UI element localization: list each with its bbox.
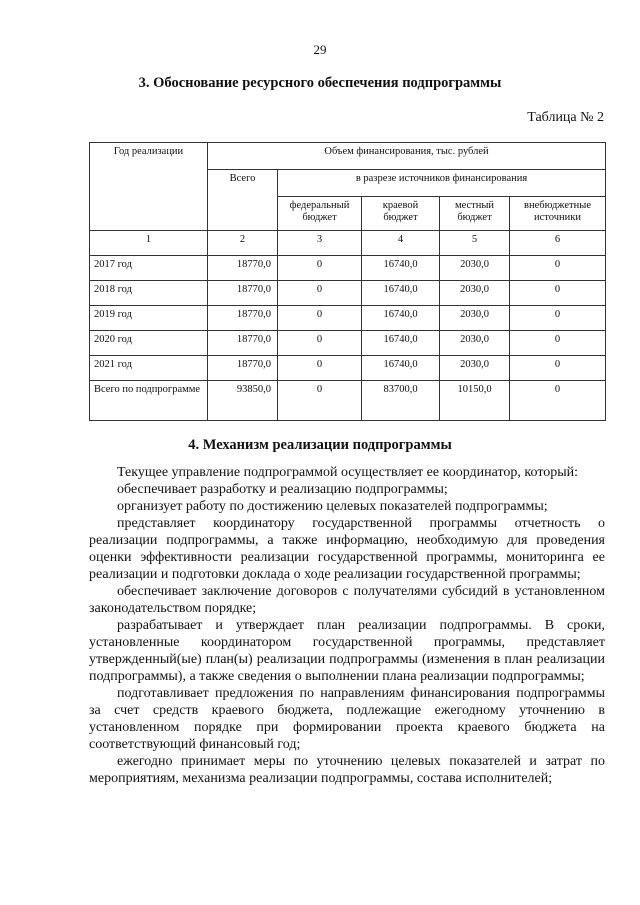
cell-regional: 16740,0 bbox=[362, 256, 440, 281]
cell-local: 10150,0 bbox=[440, 381, 510, 421]
cell-year: 2021 год bbox=[90, 356, 208, 381]
cell-extra: 0 bbox=[510, 381, 606, 421]
header-federal: федеральный бюджет bbox=[278, 197, 362, 231]
section-3-title: 3. Обоснование ресурсного обеспечения подпрограммы bbox=[138, 75, 502, 91]
cell-regional: 16740,0 bbox=[362, 356, 440, 381]
paragraph: ежегодно принимает меры по уточнению целевых показателей и затрат по мероприятиям, механизма реализации подпрограммы, состава исполнителей; bbox=[89, 754, 605, 786]
paragraph: организует работу по достижению целевых показателей подпрограммы; bbox=[117, 499, 548, 514]
cell-local: 2030,0 bbox=[440, 331, 510, 356]
paragraph: разрабатывает и утверждает план реализации подпрограммы. В сроки, установленные координатором государственной программы, представляет утвержденный(ые) план(ы) реализации подпрограммы (изменения в план реализации подпрограммы), а также сведения о выполнении плана реализации подпрограммы; bbox=[89, 618, 605, 684]
cell-year: 2017 год bbox=[90, 256, 208, 281]
header-year: Год реализации bbox=[90, 143, 208, 231]
cell-total: 18770,0 bbox=[208, 256, 278, 281]
cell-regional: 83700,0 bbox=[362, 381, 440, 421]
cell-regional: 16740,0 bbox=[362, 281, 440, 306]
paragraph: обеспечивает разработку и реализацию подпрограммы; bbox=[117, 482, 448, 497]
col-number: 6 bbox=[510, 231, 606, 256]
cell-local: 2030,0 bbox=[440, 281, 510, 306]
header-regional: краевой бюджет bbox=[362, 197, 440, 231]
col-number: 4 bbox=[362, 231, 440, 256]
cell-total: 18770,0 bbox=[208, 281, 278, 306]
cell-federal: 0 bbox=[278, 381, 362, 421]
cell-year: 2019 год bbox=[90, 306, 208, 331]
table-caption: Таблица № 2 bbox=[527, 110, 604, 125]
cell-year: Всего по подпрограмме bbox=[90, 381, 208, 421]
col-number: 1 bbox=[90, 231, 208, 256]
cell-federal: 0 bbox=[278, 356, 362, 381]
cell-federal: 0 bbox=[278, 256, 362, 281]
cell-extra: 0 bbox=[510, 256, 606, 281]
table-row bbox=[90, 306, 606, 331]
cell-year: 2018 год bbox=[90, 281, 208, 306]
table-row bbox=[90, 256, 606, 281]
header-sources: в разрезе источников финансирования bbox=[278, 170, 606, 197]
cell-total: 18770,0 bbox=[208, 331, 278, 356]
cell-total: 18770,0 bbox=[208, 356, 278, 381]
header-local: местный бюджет bbox=[440, 197, 510, 231]
cell-total: 93850,0 bbox=[208, 381, 278, 421]
table-row bbox=[90, 331, 606, 356]
header-volume: Объем финансирования, тыс. рублей bbox=[208, 143, 606, 170]
paragraph: представляет координатору государственной программы отчетность о реализации подпрограммы, а также информацию, необходимую для проведения оценки эффективности реализации государственной программы, мониторинга ее реализации и подготовки доклада о ходе реализации государственной программы; bbox=[89, 516, 605, 582]
body-text bbox=[89, 464, 605, 787]
table-row bbox=[90, 356, 606, 381]
cell-regional: 16740,0 bbox=[362, 306, 440, 331]
header-total: Всего bbox=[208, 170, 278, 231]
table-row bbox=[90, 281, 606, 306]
cell-regional: 16740,0 bbox=[362, 331, 440, 356]
paragraph: обеспечивает заключение договоров с получателями субсидий в установленном законодательством порядке; bbox=[89, 584, 605, 616]
cell-total: 18770,0 bbox=[208, 306, 278, 331]
col-number: 2 bbox=[208, 231, 278, 256]
header-extra: внебюджетные источники bbox=[510, 197, 606, 231]
cell-federal: 0 bbox=[278, 306, 362, 331]
paragraph: подготавливает предложения по направлениям финансирования подпрограммы за счет средств краевого бюджета, подлежащие ежегодному уточнению в установленном порядке при формировании проекта краевого бюджета на соответствующий финансовый год; bbox=[89, 686, 605, 752]
cell-extra: 0 bbox=[510, 356, 606, 381]
cell-local: 2030,0 bbox=[440, 306, 510, 331]
cell-local: 2030,0 bbox=[440, 356, 510, 381]
cell-extra: 0 bbox=[510, 331, 606, 356]
col-number: 3 bbox=[278, 231, 362, 256]
cell-extra: 0 bbox=[510, 281, 606, 306]
page-number: 29 bbox=[313, 42, 327, 57]
cell-year: 2020 год bbox=[90, 331, 208, 356]
cell-federal: 0 bbox=[278, 281, 362, 306]
financing-table bbox=[89, 142, 606, 421]
section-4-title: 4. Механизм реализации подпрограммы bbox=[188, 437, 452, 453]
col-number: 5 bbox=[440, 231, 510, 256]
paragraph: Текущее управление подпрограммой осуществляет ее координатор, который: bbox=[117, 465, 579, 480]
table-row-total bbox=[90, 381, 606, 421]
cell-federal: 0 bbox=[278, 331, 362, 356]
cell-extra: 0 bbox=[510, 306, 606, 331]
cell-local: 2030,0 bbox=[440, 256, 510, 281]
